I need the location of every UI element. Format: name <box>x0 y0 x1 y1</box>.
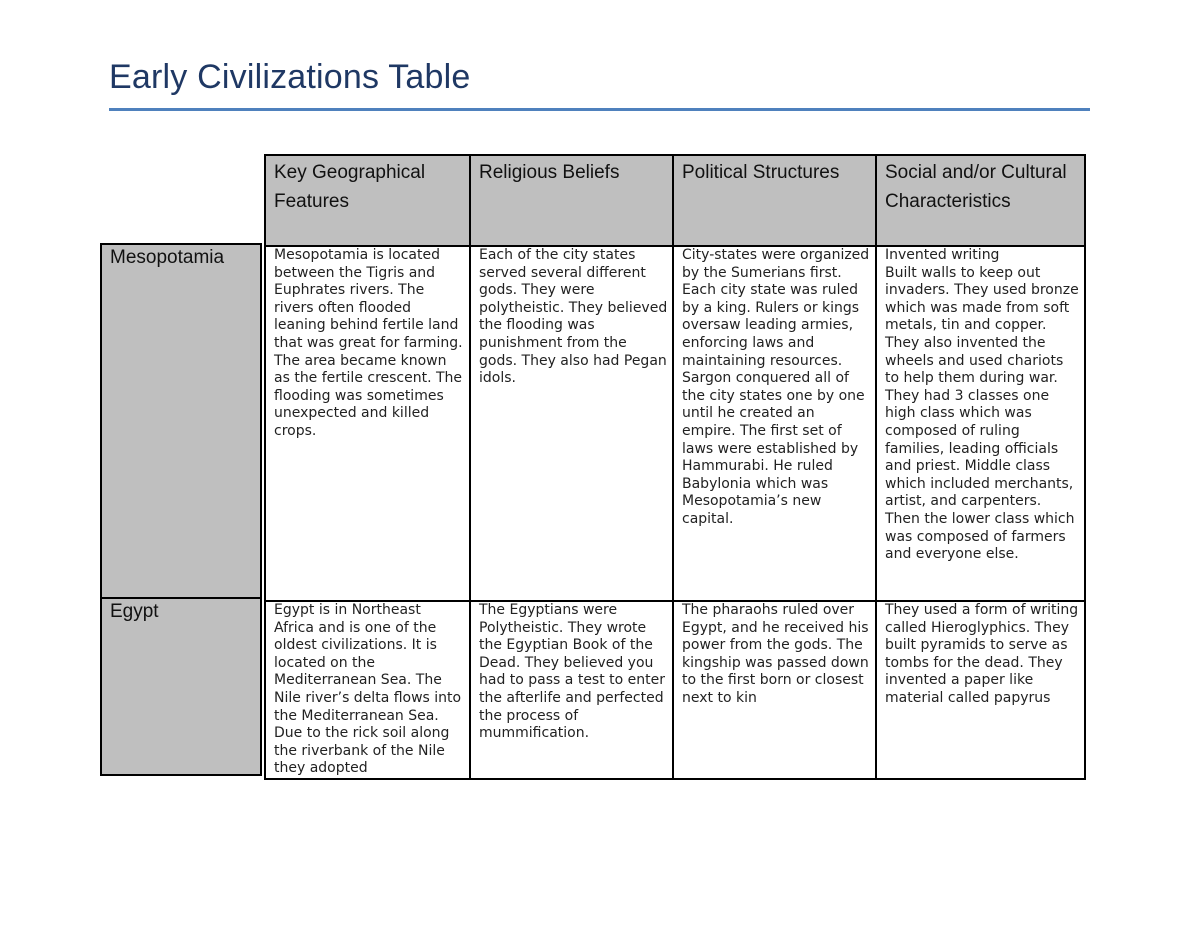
table-cell: The pharaohs ruled over Egypt, and he received his power from the gods. The kingship was passed down to the first born or closest next to kin <box>673 601 876 779</box>
table-cell: The Egyptians were Polytheistic. They wrote the Egyptian Book of the Dead. They believed you had to pass a test to enter the afterlife and perfected the process of mummification. <box>470 601 673 779</box>
table-cell: City-states were organized by the Sumerians first. Each city state was ruled by a king. Rulers or kings oversaw leading armies, enforcing laws and maintaining resources. Sargon conquered all of the city states one by one until he created an empire. The first set of laws were established by Hammurabi. He ruled Babylonia which was Mesopotamia’s new capital. <box>673 246 876 601</box>
table-row <box>265 246 1085 601</box>
header-geography: Key Geographical Features <box>265 155 470 246</box>
table-cell: Egypt is in Northeast Africa and is one of the oldest civilizations. It is located on the Mediterranean Sea. The Nile river’s delta flows into the Mediterranean Sea. Due to the rick soil along the riverbank of the Nile they adopted <box>265 601 470 779</box>
row-label-mesopotamia: Mesopotamia <box>100 243 262 600</box>
civilizations-table <box>264 154 1086 780</box>
table-row <box>265 601 1085 779</box>
table-cell: Each of the city states served several different gods. They were polytheistic. They believed the flooding was punishment from the gods. They also had Pegan idols. <box>470 246 673 601</box>
title-divider <box>109 108 1090 111</box>
table-cell: They used a form of writing called Hieroglyphics. They built pyramids to serve as tombs for the dead. They invented a paper like material called papyrus <box>876 601 1085 779</box>
header-social-culture: Social and/or Cultural Characteristics <box>876 155 1085 246</box>
document-title: Early Civilizations Table <box>109 58 471 96</box>
header-politics: Political Structures <box>673 155 876 246</box>
table-cell: Invented writing Built walls to keep out invaders. They used bronze which was made from soft metals, tin and copper. They also invented the wheels and used chariots to help them during war. They had 3 classes one high class which was composed of ruling families, leading officials and priest. Middle class which included merchants, artist, and carpenters. Then the lower class which was composed of farmers and everyone else. <box>876 246 1085 601</box>
table-cell: Mesopotamia is located between the Tigris and Euphrates rivers. The rivers often flooded leaning behind fertile land that was great for farming. The area became known as the fertile crescent. The flooding was sometimes unexpected and killed crops. <box>265 246 470 601</box>
row-label-egypt: Egypt <box>100 597 262 776</box>
header-religion: Religious Beliefs <box>470 155 673 246</box>
table-header-row <box>265 155 1085 246</box>
